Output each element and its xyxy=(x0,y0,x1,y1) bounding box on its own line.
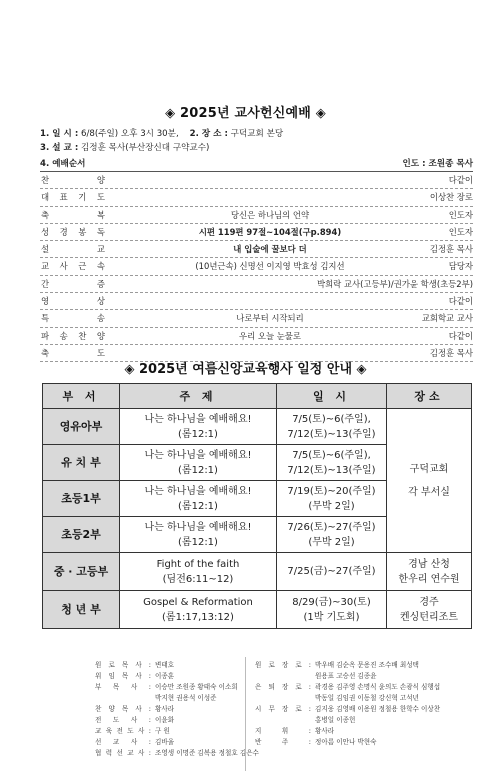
shared-location-spacer xyxy=(387,477,471,485)
schedule-location-line1: 경남 산청 xyxy=(408,558,450,570)
order-row xyxy=(40,189,473,206)
schedule-theme xyxy=(120,591,277,629)
footer-colon: : xyxy=(308,683,311,691)
order-item-label xyxy=(41,293,105,309)
order-label-char: 설 xyxy=(41,244,50,255)
footer-role xyxy=(255,715,315,726)
order-label-char: 복 xyxy=(96,209,105,220)
footer-names: 박동일 김임권 이동철 강신혁 고석년 xyxy=(315,694,419,702)
schedule-date-line1: 7/26(토)~27(주일) xyxy=(287,521,376,533)
footer-names: 곽경용 김주영 손명식 윤의도 손광식 심행섭 xyxy=(315,683,441,691)
schedule-table xyxy=(42,383,472,629)
schedule-row xyxy=(43,591,472,629)
order-label-char: 봉 xyxy=(78,226,87,237)
footer-role xyxy=(255,682,315,693)
leader: 인도 : 조원종 목사 xyxy=(402,159,473,169)
order-row xyxy=(40,207,473,224)
footer-role-char: 도 xyxy=(127,727,134,735)
footer-names: 황사라 xyxy=(155,705,175,713)
footer-role-char: 로 xyxy=(295,661,302,669)
worship-order-list xyxy=(40,171,473,362)
shared-location-line2: 각 부서실 xyxy=(408,486,450,498)
footer-role-char: 로 xyxy=(295,705,302,713)
schedule-date-line2: 7/12(토)~13(주일) xyxy=(287,464,376,476)
order-item-person: 다같이 xyxy=(448,330,473,341)
footer-role-char: 무 xyxy=(268,705,275,713)
schedule-dept: 초등2부 xyxy=(43,517,120,553)
order-item-title: 나로부터 시작되리 xyxy=(236,313,304,324)
order-label-char: 근 xyxy=(78,261,87,272)
footer-role-char: 로 xyxy=(295,683,302,691)
order-label-char: 양 xyxy=(96,330,105,341)
footer-names: 홍병일 이종헌 xyxy=(315,716,356,724)
order-item-person: 다같이 xyxy=(448,296,473,307)
schedule-theme-line2: (롬12:1) xyxy=(178,536,218,548)
order-row xyxy=(40,310,473,327)
footer-row xyxy=(255,726,440,737)
order-item-person: 김정훈 목사 xyxy=(429,244,473,255)
order-item-title: 시편 119편 97절~104절(구p.894) xyxy=(198,226,342,237)
footer-names: 김지웅 김영배 이용원 정철용 한학수 이상찬 xyxy=(315,705,441,713)
schedule-theme xyxy=(120,517,277,553)
footer-role-char: 전 xyxy=(116,727,123,735)
footer-role xyxy=(95,748,155,759)
order-item-person: 다같이 xyxy=(448,175,473,185)
order-item-person: 담당자 xyxy=(448,261,473,272)
footer-row xyxy=(95,737,262,748)
header-date: 일 시 xyxy=(277,384,387,409)
footer-role-char: 양 xyxy=(108,705,115,713)
order-label-char: 특 xyxy=(41,313,50,324)
footer-role-char: 선 xyxy=(116,749,123,757)
service-preacher xyxy=(40,141,209,153)
footer-role-char: 장 xyxy=(281,705,289,713)
schedule-location-line2: 한우리 연수원 xyxy=(398,573,460,585)
schedule-theme-line1: 나는 하나님을 예배해요! xyxy=(144,521,252,533)
footer-role-char: 사 xyxy=(130,716,138,724)
schedule-date-line1: 7/19(토)~20(주일) xyxy=(287,485,376,497)
schedule-date-line1: 7/5(토)~6(주일), xyxy=(292,449,371,461)
footer-role xyxy=(95,671,155,682)
footer-role-char: 목 xyxy=(121,672,129,680)
footer-role-char: 목 xyxy=(112,683,120,691)
service-date-place xyxy=(40,127,283,139)
footer-role-char: 임 xyxy=(108,672,115,680)
order-label-char: 상 xyxy=(96,296,105,307)
footer-role-char: 교 xyxy=(127,749,134,757)
footer-names: 변태호 xyxy=(155,661,175,669)
schedule-theme-line2: (롬12:1) xyxy=(178,464,218,476)
schedule-date-line2: (무박 2일) xyxy=(308,500,355,512)
footer-role xyxy=(255,704,315,715)
shared-location-line1: 구덕교회 xyxy=(409,463,449,475)
order-label-char: 축 xyxy=(41,209,50,220)
footer-role-char: 교 xyxy=(112,738,120,746)
footer-role xyxy=(95,704,155,715)
schedule-theme-line1: Fight of the faith xyxy=(156,558,240,570)
schedule-date-line2: 7/12(토)~13(주일) xyxy=(287,428,376,440)
footer-row xyxy=(255,715,440,726)
footer-role-char: 협 xyxy=(95,749,102,757)
footer-elders-list xyxy=(255,660,440,748)
footer-role-char: 전 xyxy=(95,716,102,724)
footer-divider xyxy=(245,657,246,771)
preacher-label: 3. 설 교 : xyxy=(40,143,79,153)
order-label: 4. 예배순서 xyxy=(40,159,86,169)
order-label-char: 송 xyxy=(59,330,68,341)
schedule-dept: 유 치 부 xyxy=(43,445,120,481)
footer-row xyxy=(95,682,262,693)
footer-role-char: 원 xyxy=(255,661,262,669)
order-item-label xyxy=(41,207,105,223)
footer-names: 박우배 김순옥 문용진 조수배 최성택 xyxy=(315,661,419,669)
footer-role-char: 사 xyxy=(130,738,138,746)
footer-role xyxy=(255,671,315,682)
footer-role-char: 휘 xyxy=(281,727,289,735)
order-label-char: 찬 xyxy=(41,175,50,185)
header-location: 장소 xyxy=(387,384,472,409)
footer-colon: : xyxy=(308,727,311,735)
footer-colon: : xyxy=(148,738,151,746)
order-item-person: 박희락 교사(고등부)/권가윤 학생(초등2부) xyxy=(317,278,473,289)
footer-role-char: 교 xyxy=(95,727,102,735)
order-item-label xyxy=(41,172,105,188)
footer-names: 조영생 이명준 김복용 정철호 김은수 xyxy=(155,749,259,757)
schedule-date xyxy=(277,553,387,591)
footer-role-char: 로 xyxy=(268,661,275,669)
schedule-date-line1: 8/29(금)~30(토) xyxy=(292,596,371,608)
footer-colon: : xyxy=(308,661,311,669)
footer-role-char: 위 xyxy=(95,672,102,680)
order-row xyxy=(40,224,473,241)
footer-role xyxy=(95,660,155,671)
schedule-row xyxy=(43,409,472,445)
footer-row xyxy=(95,704,262,715)
footer-role-char: 장 xyxy=(281,683,289,691)
order-label-char: 대 xyxy=(41,192,50,203)
order-item-label xyxy=(41,189,105,205)
schedule-theme-line2: (롬12:1) xyxy=(178,428,218,440)
footer-role xyxy=(255,726,315,737)
footer-colon: : xyxy=(308,738,311,746)
footer-row xyxy=(95,748,259,759)
schedule-theme-line1: 나는 하나님을 예배해요! xyxy=(144,485,252,497)
footer-staff-list xyxy=(95,660,262,759)
footer-role-char: 은 xyxy=(255,683,262,691)
order-row xyxy=(40,293,473,310)
service-title: ◈ 2025년 교사헌신예배 ◈ xyxy=(165,106,326,121)
footer-role-char: 주 xyxy=(281,738,289,746)
footer-role-char: 원 xyxy=(95,661,102,669)
order-item-label xyxy=(41,258,105,274)
footer-names: 황사라 xyxy=(315,727,335,735)
footer-role-char: 사 xyxy=(130,683,138,691)
order-item-title: (10년근속) 신명선 이지영 박효성 김지선 xyxy=(195,261,345,272)
order-label-char: 양 xyxy=(96,175,105,185)
order-row xyxy=(40,241,473,258)
order-label-char: 사 xyxy=(59,261,68,272)
footer-role-char: 장 xyxy=(281,661,289,669)
date-value: 6/8(주일) 오후 3시 30분, xyxy=(81,129,179,139)
footer-role-char: 사 xyxy=(138,727,145,735)
schedule-date xyxy=(277,409,387,445)
footer-role-char: 부 xyxy=(95,683,102,691)
order-label-char: 기 xyxy=(78,192,87,203)
place-value: 구덕교회 본당 xyxy=(230,129,284,139)
footer-role-char: 찬 xyxy=(95,705,102,713)
footer-role-char: 로 xyxy=(108,661,115,669)
schedule-date xyxy=(277,445,387,481)
order-label-char: 경 xyxy=(59,226,68,237)
footer-names: 이승만 조원종 황태숙 이소희 xyxy=(155,683,238,691)
footer-row xyxy=(255,660,440,671)
footer-colon: : xyxy=(308,705,311,713)
place-label: 2. 장 소 : xyxy=(189,129,228,139)
footer-row xyxy=(95,715,259,726)
schedule-theme xyxy=(120,553,277,591)
order-label-char: 도 xyxy=(96,347,105,358)
footer-colon: : xyxy=(148,705,151,713)
schedule-theme-line1: 나는 하나님을 예배해요! xyxy=(144,449,252,461)
footer-role xyxy=(95,693,155,704)
schedule-dept: 초등1부 xyxy=(43,481,120,517)
footer-row xyxy=(95,660,262,671)
schedule-location xyxy=(387,591,472,629)
footer-role xyxy=(95,682,155,693)
order-item-person: 인도자 xyxy=(448,226,473,237)
footer-role-char: 력 xyxy=(105,749,113,757)
schedule-dept: 영유아부 xyxy=(43,409,120,445)
schedule-location-line1: 경주 xyxy=(419,596,439,608)
footer-colon: : xyxy=(148,749,151,757)
footer-role-char: 퇴 xyxy=(268,683,275,691)
footer-role-char: 도 xyxy=(112,716,120,724)
footer-names: 구 원 xyxy=(155,727,170,735)
date-label: 1. 일 시 : xyxy=(40,129,79,139)
header-dept: 부 서 xyxy=(43,384,120,409)
footer-role xyxy=(95,726,155,737)
footer-role-char: 선 xyxy=(95,738,102,746)
order-header xyxy=(40,157,473,169)
order-label-char: 교 xyxy=(41,261,50,272)
schedule-date-line1: 7/5(토)~6(주일), xyxy=(292,413,371,425)
footer-colon: : xyxy=(148,683,151,691)
order-label-char: 성 xyxy=(41,226,50,237)
footer-names: 이종훈 xyxy=(155,672,175,680)
order-item-person: 이상찬 장로 xyxy=(429,192,473,203)
footer-role xyxy=(255,693,315,704)
schedule-row xyxy=(43,553,472,591)
footer-names: 정아름 이안나 박현숙 xyxy=(315,738,377,746)
order-item-person: 인도자 xyxy=(448,209,473,220)
order-row xyxy=(40,328,473,345)
footer-role-char: 지 xyxy=(255,727,262,735)
order-item-label xyxy=(41,310,105,326)
schedule-shared-location xyxy=(387,409,472,553)
schedule-location-line2: 켄싱턴리조트 xyxy=(400,611,458,623)
schedule-theme xyxy=(120,481,277,517)
footer-colon: : xyxy=(148,727,151,735)
order-label-char: 축 xyxy=(41,347,50,358)
order-label-char: 간 xyxy=(41,278,50,289)
order-row xyxy=(40,276,473,293)
schedule-theme-line2: (롬12:1) xyxy=(178,500,218,512)
footer-row xyxy=(255,682,440,693)
order-item-person: 교회학교 교사 xyxy=(421,313,473,324)
footer-role-char: 사 xyxy=(135,661,142,669)
footer-role-char: 사 xyxy=(135,705,142,713)
footer-role-char: 목 xyxy=(121,705,129,713)
order-item-label xyxy=(41,328,105,344)
footer-colon: : xyxy=(148,661,151,669)
footer-row xyxy=(95,726,262,737)
schedule-date xyxy=(277,591,387,629)
order-label-char: 표 xyxy=(59,192,68,203)
footer-colon: : xyxy=(148,716,151,724)
order-label-char: 파 xyxy=(41,330,50,341)
order-label-char: 영 xyxy=(41,296,50,307)
schedule-title: ◈ 2025년 여름신앙교육행사 일정 안내 ◈ xyxy=(124,362,367,377)
order-item-title: 내 입술에 꿀보다 더 xyxy=(233,244,307,255)
footer-row xyxy=(95,693,259,704)
order-item-label xyxy=(41,224,105,240)
footer-role-char: 사 xyxy=(135,672,142,680)
footer-role-char: 사 xyxy=(138,749,145,757)
order-item-title: 당신은 하나님의 언약 xyxy=(230,209,310,220)
schedule-theme-line1: 나는 하나님을 예배해요! xyxy=(144,413,252,425)
order-row xyxy=(40,172,473,189)
schedule-dept: 중 · 고등부 xyxy=(43,553,120,591)
footer-role-char: 반 xyxy=(255,738,262,746)
footer-row xyxy=(255,737,440,748)
order-label-char: 송 xyxy=(96,313,105,324)
schedule-date-line2: (무박 2일) xyxy=(308,536,355,548)
footer-row xyxy=(255,693,440,704)
preacher-value: 김정훈 목사(부산장신대 구약교수) xyxy=(81,143,210,153)
footer-role xyxy=(255,660,315,671)
schedule-theme-line2: (딤전6:11~12) xyxy=(162,573,234,585)
order-row xyxy=(40,258,473,275)
order-label-char: 증 xyxy=(96,278,105,289)
order-label-char: 독 xyxy=(96,226,105,237)
order-label-char: 교 xyxy=(96,244,105,255)
footer-names: 김바울 xyxy=(155,738,175,746)
footer-colon: : xyxy=(148,672,151,680)
schedule-theme xyxy=(120,409,277,445)
order-item-label xyxy=(41,276,105,292)
order-item-label xyxy=(41,241,105,257)
schedule-theme xyxy=(120,445,277,481)
footer-role-char: 시 xyxy=(255,705,262,713)
order-item-title: 우리 오늘 눈물로 xyxy=(239,330,301,341)
schedule-header-row xyxy=(43,384,472,409)
schedule-theme-line2: (롬1:17,13:12) xyxy=(162,611,234,623)
footer-role xyxy=(95,737,155,748)
footer-row xyxy=(255,671,440,682)
schedule-date-line2: (1박 기도회) xyxy=(303,611,360,623)
schedule-date xyxy=(277,481,387,517)
footer-role xyxy=(95,715,155,726)
schedule-theme-line1: Gospel & Reformation xyxy=(143,596,253,608)
order-item-person: 김정훈 목사 xyxy=(429,347,473,358)
footer-names: 박지현 권용석 이성준 xyxy=(155,694,217,702)
order-label-char: 속 xyxy=(96,261,105,272)
footer-row xyxy=(95,671,259,682)
schedule-date xyxy=(277,517,387,553)
footer-names: 원용표 고승선 김종윤 xyxy=(315,672,377,680)
footer-names: 이윤화 xyxy=(155,716,175,724)
footer-role xyxy=(255,737,315,748)
schedule-location xyxy=(387,553,472,591)
footer-role-char: 육 xyxy=(105,727,113,735)
footer-role-char: 목 xyxy=(121,661,129,669)
order-label-char: 도 xyxy=(96,192,105,203)
order-label-char: 찬 xyxy=(78,330,87,341)
schedule-dept: 청 년 부 xyxy=(43,591,120,629)
header-theme: 주 제 xyxy=(120,384,277,409)
schedule-date-line1: 7/25(금)~27(주일) xyxy=(287,566,376,577)
footer-row xyxy=(255,704,440,715)
